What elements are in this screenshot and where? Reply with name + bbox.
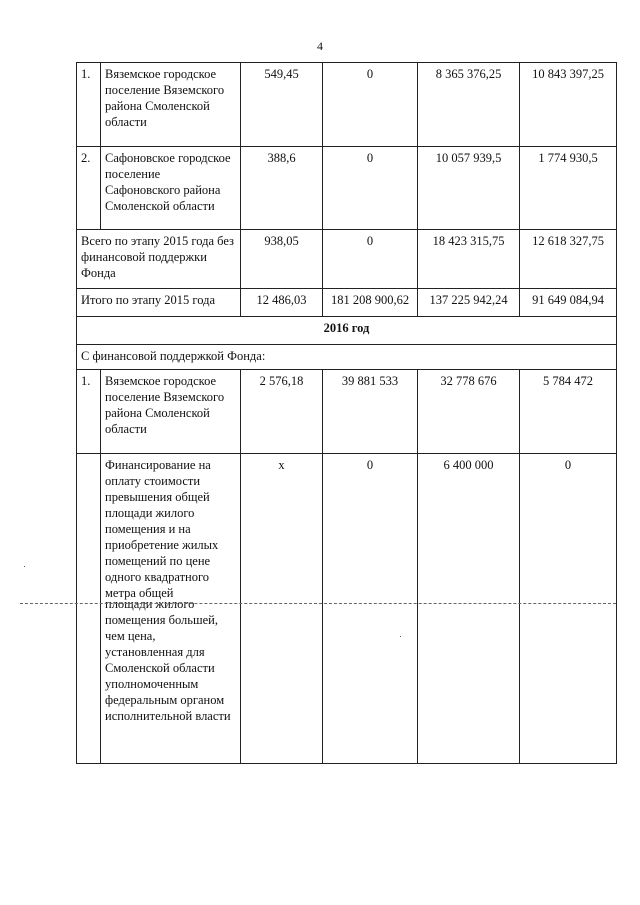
financing-local: 0	[520, 454, 617, 764]
subtotal-row	[77, 230, 617, 289]
local-value: 10 843 397,25	[520, 63, 617, 147]
municipality-name: Вяземское городское поселение Вяземского района Смоленской области	[101, 370, 241, 454]
total-row	[77, 289, 617, 317]
housing-program-table	[76, 62, 617, 764]
total-area: 12 486,03	[241, 289, 323, 317]
total-local: 91 649 084,94	[520, 289, 617, 317]
subtotal-regional: 18 423 315,75	[418, 230, 520, 289]
row-number-empty	[77, 454, 101, 764]
fund-value: 39 881 533	[323, 370, 418, 454]
financing-fund: 0	[323, 454, 418, 764]
table-row	[77, 370, 617, 454]
section-label: С финансовой поддержкой Фонда:	[77, 345, 617, 370]
local-value: 5 784 472	[520, 370, 617, 454]
subtotal-local: 12 618 327,75	[520, 230, 617, 289]
year-heading: 2016 год	[77, 317, 617, 345]
fund-value: 0	[323, 147, 418, 230]
fund-value: 0	[323, 63, 418, 147]
row-number: 2.	[77, 147, 101, 230]
area-value: 549,45	[241, 63, 323, 147]
municipality-name: Сафоновское городское поселение Сафоновского района Смоленской области	[101, 147, 241, 230]
regional-value: 10 057 939,5	[418, 147, 520, 230]
local-value: 1 774 930,5	[520, 147, 617, 230]
year-heading-row	[77, 317, 617, 345]
table-row	[77, 63, 617, 147]
scan-speck	[400, 636, 401, 637]
page-join-line	[20, 603, 616, 604]
regional-value: 8 365 376,25	[418, 63, 520, 147]
area-value: 2 576,18	[241, 370, 323, 454]
total-regional: 137 225 942,24	[418, 289, 520, 317]
financing-regional: 6 400 000	[418, 454, 520, 764]
table-row	[77, 147, 617, 230]
financing-description	[101, 454, 241, 764]
financing-description-top: Финансирование на оплату стоимости превышения общей площади жилого помещения и на приобретение жилых помещений по цене одного квадратного метра общей	[105, 458, 219, 600]
scan-speck	[24, 566, 25, 567]
subtotal-fund: 0	[323, 230, 418, 289]
total-fund: 181 208 900,62	[323, 289, 418, 317]
row-number: 1.	[77, 63, 101, 147]
financing-description-bottom: площади жилого помещения большей, чем цена, установленная для Смоленской области уполномоченным федеральным органом исполнительной власти	[105, 597, 231, 723]
financing-row	[77, 454, 617, 764]
subtotal-label: Всего по этапу 2015 года без финансовой поддержки Фонда	[77, 230, 241, 289]
financing-area: х	[241, 454, 323, 764]
subtotal-area: 938,05	[241, 230, 323, 289]
municipality-name: Вяземское городское поселение Вяземского района Смоленской области	[101, 63, 241, 147]
regional-value: 32 778 676	[418, 370, 520, 454]
row-number: 1.	[77, 370, 101, 454]
total-label: Итого по этапу 2015 года	[77, 289, 241, 317]
section-row	[77, 345, 617, 370]
area-value: 388,6	[241, 147, 323, 230]
page-number: 4	[317, 39, 323, 53]
